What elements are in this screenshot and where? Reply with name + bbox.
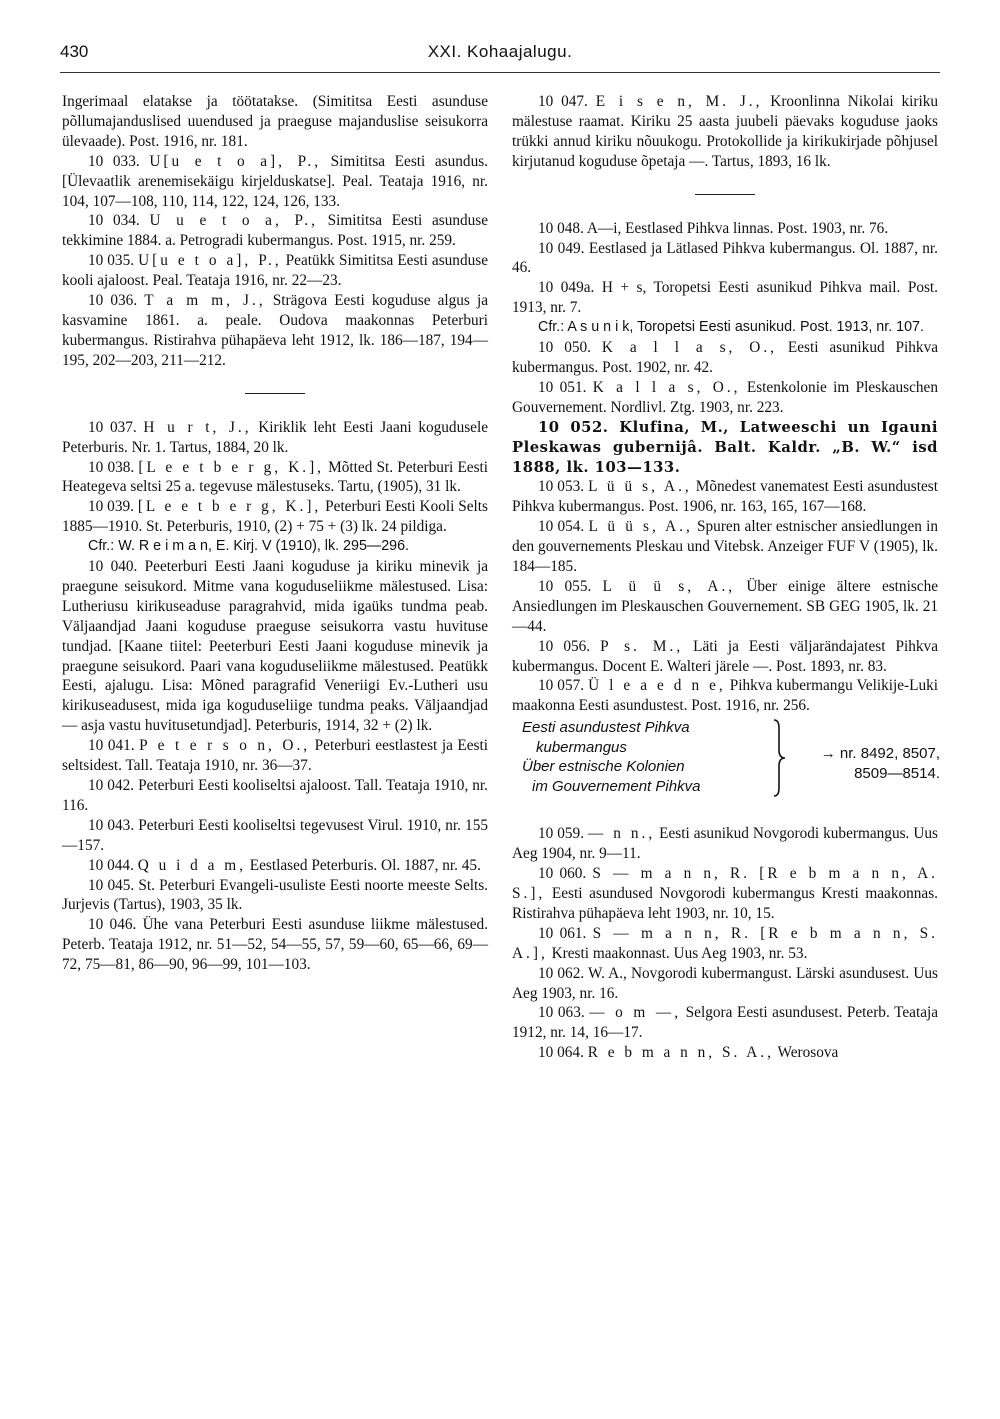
bibliography-entry: 10 064. R e b m a n n, S. A., Werosova bbox=[538, 1044, 839, 1062]
bibliography-entry: 10 053. L ü ü s, A., Mõnedest vanematest Eesti asundustest Pihkva kubermangus. Post. 1906, nr. 163, 165, 167—168. bbox=[512, 478, 938, 516]
bibliography-entry: 10 042. Peterburi Eesti kooliseltsi ajaloost. Tall. Teataja 1910, nr. 116. bbox=[62, 777, 489, 814]
bibliography-entry: 10 050. K a l l a s, O., Eesti asunikud Pihkva kubermangus. Post. 1902, nr. 42. bbox=[512, 339, 939, 376]
left-column bbox=[62, 92, 488, 975]
bibliography-entry: 10 054. L ü ü s, A., Spuren alter estnischer ansiedlungen in den gouvernements Pleskau und Vitebsk. Anzeiger FUF V (1905), lk. 184—185. bbox=[512, 518, 939, 576]
bibliography-entry: 10 040. Peeterburi Eesti Jaani koguduse ja kiriku minevik ja praegune seisukord. Mitme vana koguduseliikme mälestused. Lisa: Lutheriusu kirikuseaduse paragrahvid, mida igaüks tundma peab. Väljaandjad Jaani koguduse praeguse seisukorra vastu huvituse tundjad. [Kaane tiitel: Peeterburi Eesti Jaani koguduse minevik ja praegune seisukord. Paari vana koguduseliikme mälestused. Peatükk Eesti, ajalugu. Lisa: Mõned paragrafid Veneriigi Ev.-Lutheri usu kirikuseadusest, mida iga koguduseliige tundma peaks. Väljaandjad — asja vastu huvitusetundjad]. Peterburis, 1914, 32 + (2) lk. bbox=[62, 558, 489, 735]
bibliography-entry: 10 035. U[u e t o a], P., Peatükk Simititsa Eesti asunduse kooli ajaloost. Peal. Teataja 1916, nr. 22—23. bbox=[62, 252, 488, 290]
bibliography-entry: 10 048. A—i, Eestlased Pihkva linnas. Post. 1903, nr. 76. bbox=[538, 219, 889, 237]
curly-brace-icon bbox=[770, 718, 788, 798]
section-divider bbox=[695, 194, 755, 195]
cross-reference: Cfr.: W. R e i m a n, E. Kirj. V (1910), lk. 295—296. bbox=[88, 538, 410, 555]
brace-target-reference: → nr. 8492, 8507, 8509—8514. bbox=[820, 745, 940, 782]
bibliography-entry: 10 038. [L e e t b e r g, K.], Mõtted St. Peterburi Eesti Heategeva seltsi 25 a. tegevuse mälestuseks. Tartu, (1905), 31 lk. bbox=[62, 458, 489, 496]
brace-cross-reference bbox=[512, 718, 938, 802]
page-number: 430 bbox=[60, 42, 89, 61]
right-column bbox=[512, 92, 938, 1063]
arrow-icon: → bbox=[820, 745, 836, 763]
bibliography-entry: 10 061. S — m a n n, R. [R e b m a n n, S. A.], Kresti maakonnast. Uus Aeg 1903, nr. 53. bbox=[512, 924, 938, 962]
bibliography-entry: 10 057. Ü l e a e d n e, Pihkva kubermangu Velikije-Luki maakonna Eesti asundustest. Post. 1916, nr. 256. bbox=[512, 677, 939, 715]
bibliography-entry: 10 062. W. A., Novgorodi kubermangust. Lärski asundusest. Uus Aeg 1903, nr. 16. bbox=[512, 964, 939, 1002]
bibliography-entry: 10 046. Ühe vana Peterburi Eesti asunduse liikme mälestused. Peterb. Teataja 1912, nr. 51—52, 54—55, 57, 59—60, 65—66, 69—72, 75—81, 86—90, 96—99, 101—103. bbox=[62, 916, 488, 974]
bibliography-entry: 10 039. [L e e t b e r g, K.], Peterburi Eesti Kooli Selts 1885—1910. St. Peterburis, 1910, (2) + 75 + (3) lk. 24 pildiga. bbox=[62, 498, 488, 536]
bibliography-entry: 10 055. L ü ü s, A., Über einige ältere estnische Ansiedlungen im Pleskauschen Gouvernement. SB GEG 1905, lk. 21—44. bbox=[512, 577, 939, 635]
bibliography-entry: Ingerimaal elatakse ja töötatakse. (Simititsa Eesti asunduse põllumajanduslised uuendused ja praeguse majanduslise seisukorra ülevaade). Post. 1916, nr. 181. bbox=[62, 93, 488, 150]
page-header bbox=[60, 40, 940, 73]
section-divider bbox=[245, 393, 305, 394]
bibliography-entry: 10 033. U[u e t o a], P., Simititsa Eesti asundus. [Ülevaatlik arenemisekäigu kirjelduskatse]. Peal. Teataja 1916, nr. 104, 107—108, 110, 114, 122, 124, 126, 133. bbox=[62, 152, 489, 210]
bibliography-entry: 10 034. U u e t o a, P., Simititsa Eesti asunduse tekkimine 1884. a. Petrogradi kubermangus. Post. 1915, nr. 259. bbox=[62, 212, 489, 250]
bibliography-entry: 10 059. — n n., Eesti asunikud Novgorodi kubermangus. Uus Aeg 1904, nr. 9—11. bbox=[512, 825, 938, 863]
bibliography-entry: 10 056. P s. M., Läti ja Eesti väljarändajatest Pihkva kubermangus. Docent E. Walteri järele —. Post. 1893, nr. 83. bbox=[512, 637, 938, 675]
brace-reference-titles: Eesti asundustest Pihkva kubermangus Über estnische Kolonien im Gouvernement Pihkva bbox=[522, 719, 701, 795]
cross-reference: Cfr.: A s u n i k, Toropetsi Eesti asunikud. Post. 1913, nr. 107. bbox=[538, 319, 924, 336]
bibliography-entry: 10 049. Eestlased ja Lätlased Pihkva kubermangus. Ol. 1887, nr. 46. bbox=[512, 239, 938, 277]
section-title: XXI. Kohaajalugu. bbox=[427, 42, 573, 61]
bibliography-entry: 10 049a. H + s, Toropetsi Eesti asunikud Pihkva mail. Post. 1913, nr. 7. bbox=[512, 279, 938, 317]
bibliography-entry: 10 043. Peterburi Eesti kooliseltsi tegevusest Virul. 1910, nr. 155—157. bbox=[62, 816, 488, 854]
bibliography-entry: 10 045. St. Peterburi Evangeli-usuliste Eesti noorte meeste Selts. Jurjevis (Tartus), 1903, 35 lk. bbox=[62, 876, 489, 914]
bibliography-entry: 10 044. Q u i d a m, Eestlased Peterburis. Ol. 1887, nr. 45. bbox=[88, 856, 481, 874]
bibliography-entry: 10 036. T a m m, J., Strägova Eesti koguduse algus ja kasvamine 1861. a. peale. Oudova maakonnas Peterburi kubermangus. Ristirahva pühapäeva leht 1912, lk. 186—187, 194—195, 202—203, 211—212. bbox=[62, 292, 488, 369]
bibliography-entry: 10 060. S — m a n n, R. [R e b m a n n, A. S.], Eesti asundused Novgorodi kubermangus Kresti maakonnas. Ristirahva pühapäeva leht 1903, nr. 10, 15. bbox=[512, 865, 938, 922]
bibliography-entry: 10 041. P e t e r s o n, O., Peterburi eestlastest ja Eesti seltsidest. Tall. Teataja 1910, nr. 36—37. bbox=[62, 737, 489, 775]
bibliography-entry: 10 063. — o m —, Selgora Eesti asundusest. Peterb. Teataja 1912, nr. 14, 16—17. bbox=[512, 1004, 939, 1042]
bibliography-entry: 10 052. Klufina, M., Latweeschi un Igauni Pleskawas gubernijâ. Balt. Kaldr. „B. W.“ isd 1888, lk. 103—133. bbox=[512, 418, 939, 476]
bibliography-entry: 10 051. K a l l a s, O., Estenkolonie im Pleskauschen Gouvernement. Nordlivl. Ztg. 1903, nr. 223. bbox=[512, 378, 938, 416]
bibliography-entry: 10 037. H u r t, J., Kiriklik leht Eesti Jaani kogudusele Peterburis. Nr. 1. Tartus, 1884, 20 lk. bbox=[62, 418, 488, 456]
bibliography-entry: 10 047. E i s e n, M. J., Kroonlinna Nikolai kiriku mälestuse raamat. Kiriku 25 aasta juubeli päevaks koguduse jaoks trükki annud kiriku nõuukogu. Protokollide ja kirikukirjade põhjusel kirjutanud koguduse õpetaja —. Tartus, 1893, 16 lk. bbox=[512, 93, 939, 170]
